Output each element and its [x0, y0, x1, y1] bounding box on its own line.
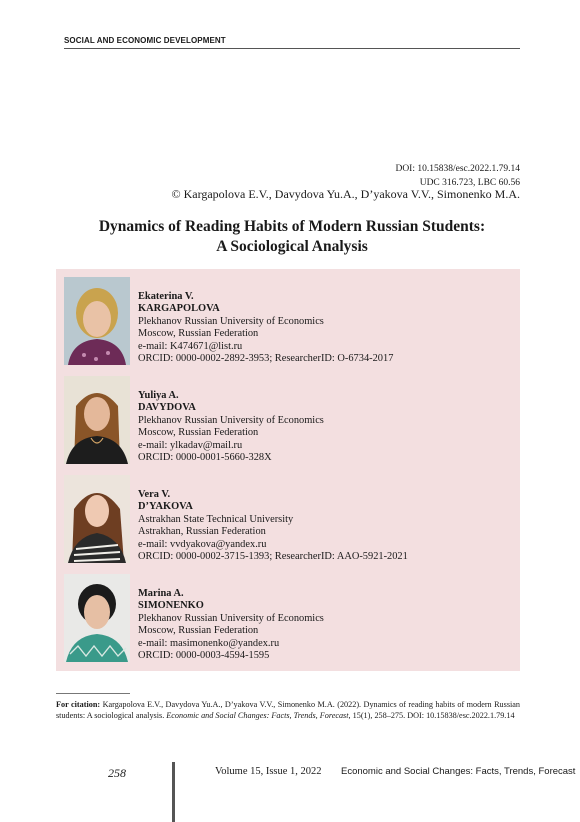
author-info	[138, 489, 408, 563]
author-last-name: D’YAKOVA	[138, 501, 193, 513]
header-rule	[64, 48, 520, 49]
author-last-name: DAVYDOVA	[138, 402, 196, 414]
author-card	[56, 368, 520, 464]
author-location: Astrakhan, Russian Federation	[138, 526, 266, 538]
citation-journal: Economic and Social Changes: Facts, Trends, Forecast	[166, 711, 349, 721]
page-number: 258	[108, 766, 126, 780]
volume-info: Volume 15, Issue 1, 2022	[215, 766, 322, 777]
author-ids: ORCID: 0000-0003-4594-1595	[138, 650, 270, 662]
author-affiliation: Plekhanov Russian University of Economics	[138, 414, 324, 426]
author-affiliation: Plekhanov Russian University of Economics	[138, 315, 324, 327]
running-head: SOCIAL AND ECONOMIC DEVELOPMENT	[64, 36, 226, 45]
author-card	[56, 467, 520, 563]
author-email[interactable]: e-mail: K474671@list.ru	[138, 340, 243, 352]
author-first-name: Marina A.	[138, 588, 184, 599]
udc: UDC 316.723, LBC 60.56	[419, 178, 520, 188]
author-last-name: SIMONENKO	[138, 600, 204, 612]
author-card	[56, 566, 520, 662]
author-location: Moscow, Russian Federation	[138, 427, 259, 439]
author-ids: ORCID: 0000-0001-5660-328X	[138, 452, 272, 464]
author-photo	[64, 475, 130, 563]
doi[interactable]: DOI: 10.15838/esc.2022.1.79.14	[395, 164, 520, 174]
author-ids: ORCID: 0000-0002-3715-1393; ResearcherID: AAO-5921-2021	[138, 551, 408, 563]
authors-box	[56, 269, 520, 671]
author-first-name: Yuliya A.	[138, 390, 179, 401]
footnote-rule	[56, 693, 130, 694]
author-affiliation: Astrakhan State Technical University	[138, 513, 294, 525]
author-info	[138, 291, 393, 365]
doi-block	[395, 162, 520, 190]
author-info	[138, 588, 324, 662]
title-line-2: A Sociological Analysis	[216, 238, 368, 255]
author-info	[138, 390, 324, 464]
author-email[interactable]: e-mail: ylkadav@mail.ru	[138, 439, 243, 451]
author-location: Moscow, Russian Federation	[138, 625, 259, 637]
citation-lead: For citation:	[56, 700, 101, 709]
citation-text: Kargapolova E.V., Davydova Yu.A., D’yakova V.V., Simonenko M.A. (2022). Dynamics of reading habits of modern Russian students: A sociological analysis.	[56, 700, 521, 721]
citation-footnote	[56, 699, 520, 721]
author-photo	[64, 574, 130, 662]
journal-name: Economic and Social Changes: Facts, Trends, Forecast	[341, 766, 576, 777]
author-first-name: Ekaterina V.	[138, 291, 194, 302]
author-card	[56, 269, 520, 365]
author-location: Moscow, Russian Federation	[138, 328, 259, 340]
title-line-1: Dynamics of Reading Habits of Modern Russian Students:	[98, 218, 486, 235]
author-last-name: KARGAPOLOVA	[138, 303, 220, 315]
author-affiliation: Plekhanov Russian University of Economics	[138, 612, 324, 624]
copyright-line: © Kargapolova E.V., Davydova Yu.A., D’yakova V.V., Simonenko M.A.	[171, 187, 520, 201]
author-ids: ORCID: 0000-0002-2892-3953; ResearcherID: O-6734-2017	[138, 353, 394, 365]
citation-tail: , 15(1), 258–275. DOI: 10.15838/esc.2022.1.79.14	[348, 711, 515, 721]
author-first-name: Vera V.	[138, 489, 171, 500]
article-title	[64, 217, 520, 257]
author-email[interactable]: e-mail: vvdyakova@yandex.ru	[138, 538, 267, 550]
footer-divider	[172, 762, 175, 822]
author-email[interactable]: e-mail: masimonenko@yandex.ru	[138, 637, 280, 649]
author-photo	[64, 277, 130, 365]
author-photo	[64, 376, 130, 464]
